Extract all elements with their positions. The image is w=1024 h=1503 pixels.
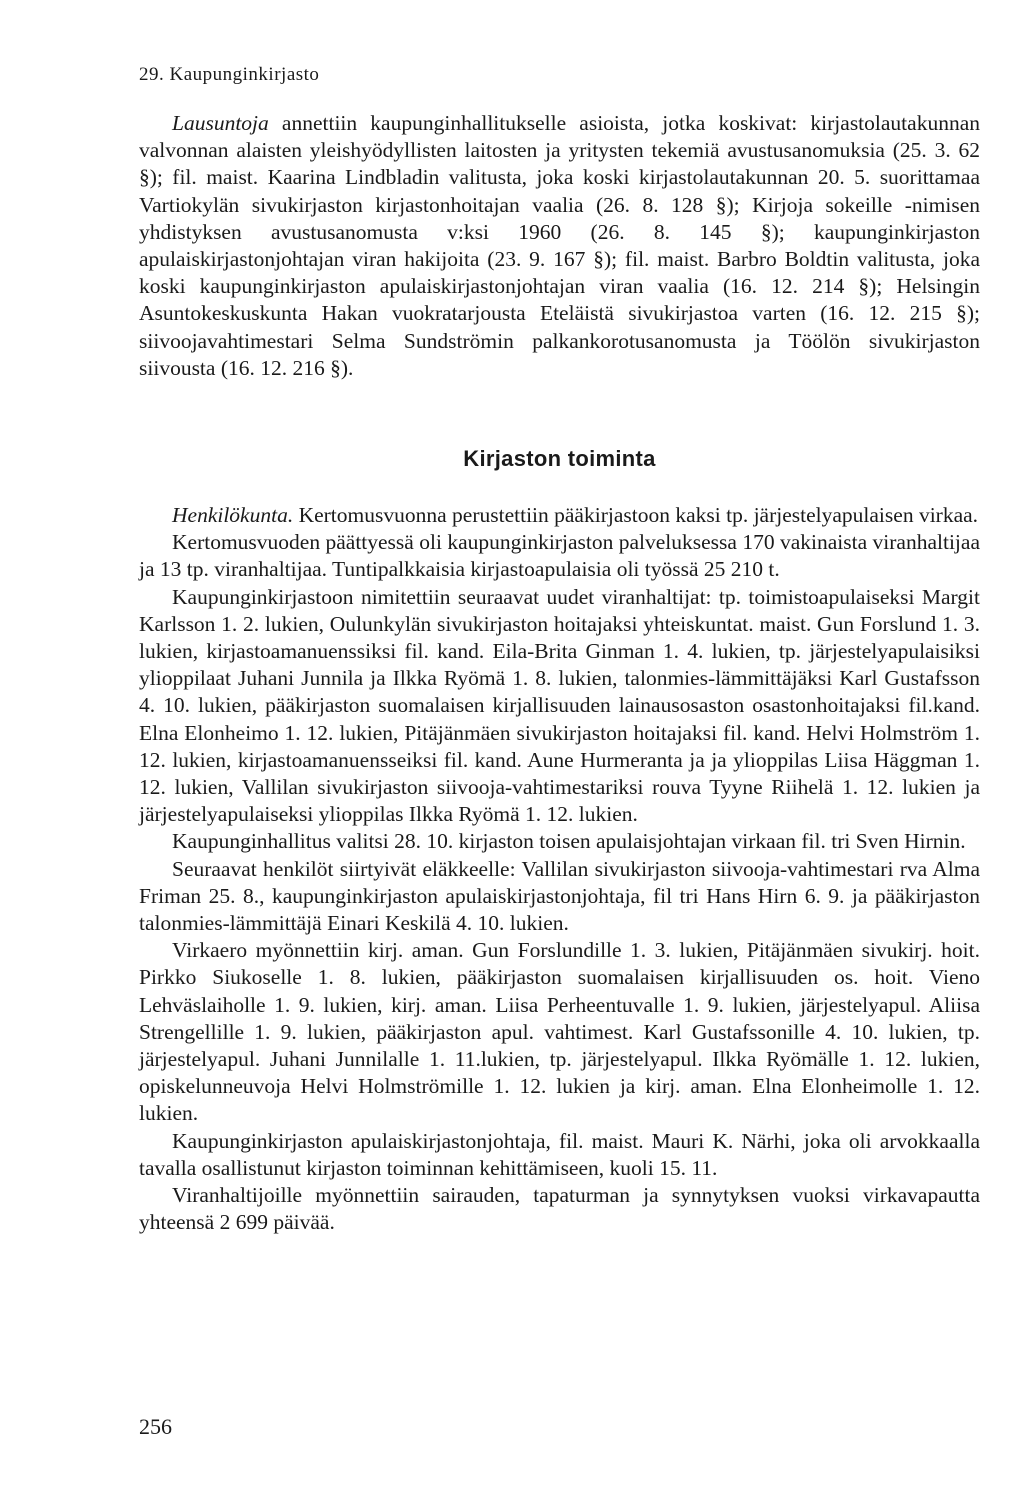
body-paragraph: Kaupunginkirjastoon nimitettiin seuraavat uudet viranhaltijat: tp. toimistoapulaiseksi Margit Karlsson 1. 2. lukien, Oulunkylän sivukirjaston hoitajaksi yhteiskuntat. maist. Gun Forslund 1. 3. lukien, kirjastoamanuenssiksi fil. kand. Eila-Brita Ginman 1. 4. lukien, tp. järjestelyapulaisiksi ylioppilaat Juhani Junnila ja Ilkka Ryömä 1. 8. lukien, talonmies-lämmittäjäksi Karl Gustafsson 4. 10. lukien, pääkirjaston suomalaisen kirjallisuuden lainausosaston osastonhoitajaksi fil.kand. Elna Elonheimo 1. 12. lukien, Pitäjänmäen sivukirjaston hoitajaksi fil. kand. Helvi Holmström 1. 12. lukien, kirjastoamanuensseiksi fil. kand. Aune Hurmeranta ja ja ylioppilas Liisa Häggman 1. 12. lukien, Vallilan sivukirjaston siivooja-vahtimestariksi rouva Tyyne Riihelä 1. 12. lukien ja järjestelyapulaiseksi ylioppilas Ilkka Ryömä 1. 12. lukien. (139, 584, 980, 827)
lausuntoja-text: annettiin kaupunginhallitukselle asioista, jotka koskivat: kirjastolautakunnan valvonnan alaisten yleishyödyllisten laitosten ja yritysten tekemiä avustusanomuksia (25. 3. 62 §); fil. maist. Kaarina Lindbladin valitusta, joka koski kirjastolautakunnan 20. 5. suorittamaa Vartiokylän sivukirjaston kirjastonhoitajan vaalia (26. 8. 128 §); Kirjoja sokeille -nimisen yhdistyksen avustusanomusta v:ksi 1960 (26. 8. 145 §); kaupunginkirjaston apulaiskirjastonjohtajan viran hakijoita (23. 9. 167 §); fil. maist. Barbro Boldtin valitusta, joka koski kaupunginkirjaston apulaiskirjastonjohtajan viran vaalia (16. 12. 214 §); Helsingin Asuntokeskuskunta Hakan vuokratarjousta Eteläistä sivukirjastoa varten (16. 12. 215 §); siivoojavahtimestari Selma Sundströmin palkankorotusanomusta ja Töölön sivukirjaston siivousta (16. 12. 216 §). (139, 111, 980, 380)
lausuntoja-lead: Lausuntoja (172, 111, 269, 135)
body-paragraph: Seuraavat henkilöt siirtyivät eläkkeelle: Vallilan sivukirjaston siivooja-vahtimestari rva Alma Friman 25. 8., kaupunginkirjaston apulaiskirjastonjohtaja, fil tri Hans Hirn 6. 9. ja pääkirjaston talonmies-lämmittäjä Einari Keskilä 4. 10. lukien. (139, 856, 980, 936)
lausuntoja-paragraph (139, 110, 980, 382)
kirjaston-toiminta-section (139, 502, 980, 1236)
body-paragraph: Kertomusvuoden päättyessä oli kaupunginkirjaston palveluksessa 170 vakinaista viranhaltijaa ja 13 tp. viranhaltijaa. Tuntipalkkaisia kirjastoapulaisia oli työssä 25 210 t. (139, 530, 980, 582)
body-paragraph: Kaupunginhallitus valitsi 28. 10. kirjaston toisen apulaisjohtajan virkaan fil. tri Sven Hirnin. (172, 829, 966, 854)
running-head: 29. Kaupunginkirjasto (139, 64, 320, 85)
section-heading: Kirjaston toiminta (463, 446, 656, 471)
henkilokunta-text: Kertomusvuonna perustettiin pääkirjastoon kaksi tp. järjestelyapulaisen virkaa. (293, 503, 979, 527)
lausuntoja-section (139, 110, 980, 382)
body-paragraph: Viranhaltijoille myönnettiin sairauden, tapaturman ja synnytyksen vuoksi virkavapautta yhteensä 2 699 päivää. (139, 1183, 980, 1235)
page-number: 256 (139, 1414, 172, 1439)
body-paragraph: Kaupunginkirjaston apulaiskirjastonjohtaja, fil. maist. Mauri K. Närhi, joka oli arvokkaalla tavalla osallistunut kirjaston toiminnan kehittämiseen, kuoli 15. 11. (139, 1128, 980, 1180)
body-paragraph: Virkaero myönnettiin kirj. aman. Gun Forslundille 1. 3. lukien, Pitäjänmäen sivukirj. hoit. Pirkko Siukoselle 1. 8. lukien, pääkirjaston suomalaisen kirjallisuuden os. hoit. Vieno Lehväslaiholle 1. 9. lukien, kirj. aman. Liisa Perheentuvalle 1. 9. lukien, järjestelyapul. Aliisa Strengellille 1. 9. lukien, pääkirjaston apul. vahtimest. Karl Gustafssonille 4. 10. lukien, tp. järjestelyapul. Juhani Junnilalle 1. 11.lukien, tp. järjestelyapul. Ilkka Ryömälle 1. 12. lukien, opiskelunneuvoja Helvi Holmströmille 1. 12. lukien ja kirj. aman. Elna Elonheimolle 1. 12. lukien. (139, 938, 980, 1126)
henkilokunta-paragraph (139, 502, 980, 529)
henkilokunta-lead: Henkilökunta. (172, 503, 294, 527)
